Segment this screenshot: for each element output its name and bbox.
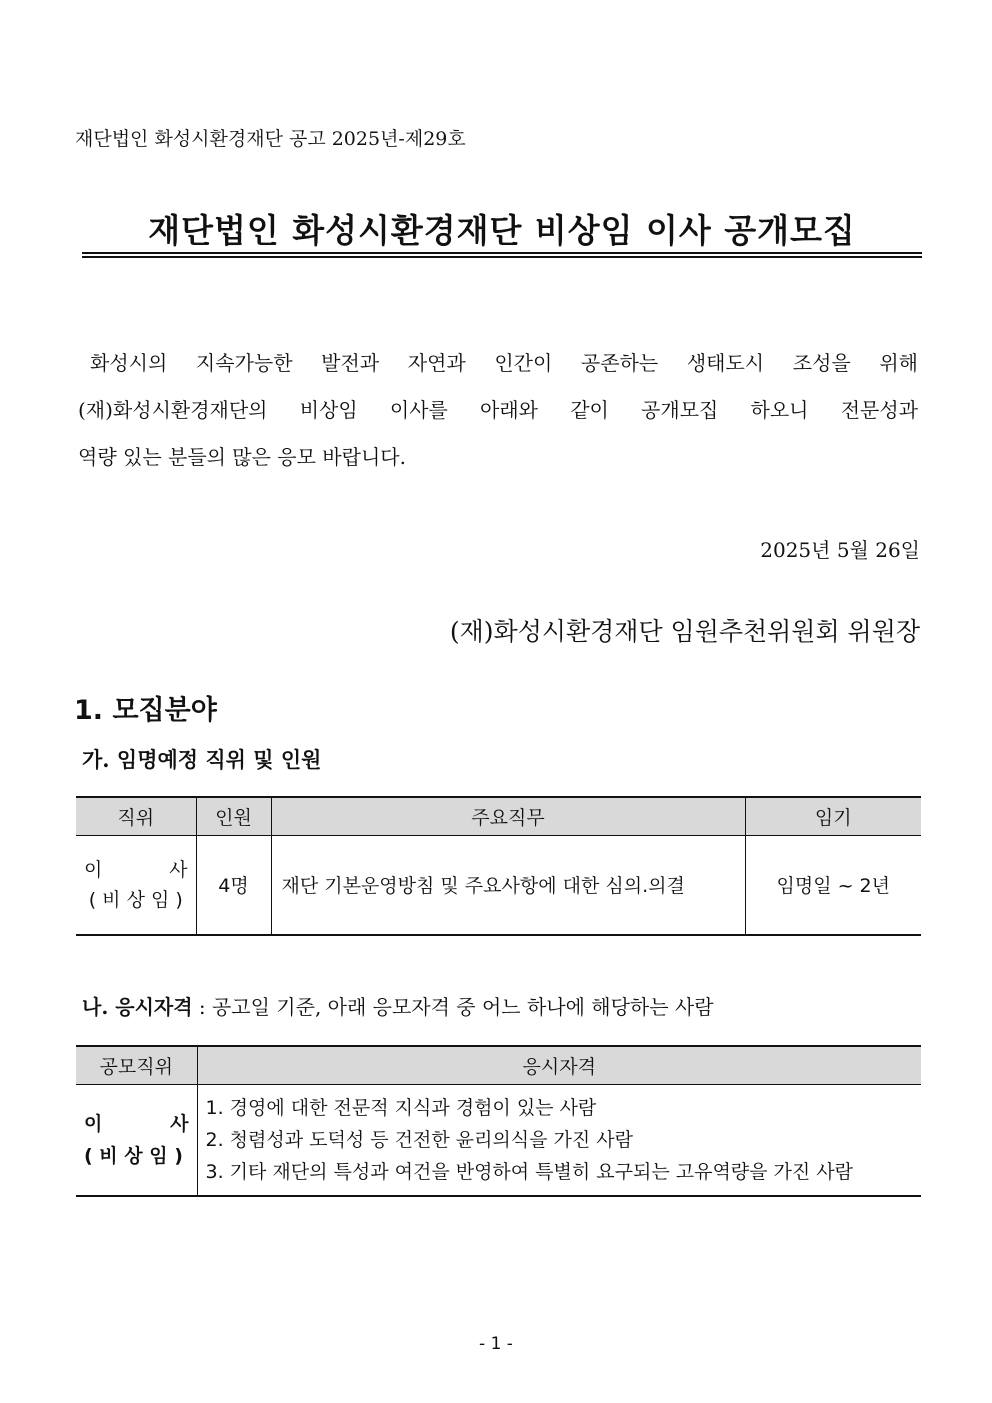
qualification-item: 3. 기타 재단의 특성과 여건을 반영하여 특별히 요구되는 고유역량을 가진 사람 xyxy=(205,1160,853,1183)
issuer: (재)화성시환경재단 임원추천위원회 위원장 xyxy=(449,617,920,646)
duty-cell: 재단 기본운영방침 및 주요사항에 대한 심의.의결 xyxy=(271,835,745,935)
position-cell xyxy=(76,1084,197,1196)
table-header-row xyxy=(76,797,921,835)
table-header: 응시자격 xyxy=(197,1046,921,1084)
qualifications-cell xyxy=(197,1084,921,1196)
subsection-label: 나. 응시자격 xyxy=(82,995,193,1019)
table-header: 직위 xyxy=(76,797,196,835)
table-row xyxy=(76,1084,921,1196)
title-underline xyxy=(82,252,922,254)
table-header: 임기 xyxy=(745,797,921,835)
count-cell: 4명 xyxy=(196,835,271,935)
intro-line: 화성시의 지속가능한 발전과 자연과 인간이 공존하는 생태도시 조성을 위해 xyxy=(90,351,918,375)
table-header-row xyxy=(76,1046,921,1084)
term-cell: 임명일 ~ 2년 xyxy=(745,835,921,935)
table-header: 공모직위 xyxy=(76,1046,197,1084)
subsection-title xyxy=(82,991,714,1020)
positions-table xyxy=(76,796,921,936)
position-text: 사 xyxy=(170,1112,189,1135)
subsection-title: 가. 임명예정 직위 및 인원 xyxy=(82,747,322,772)
position-text: ( 비 상 임 ) xyxy=(84,1144,183,1167)
qualifications-table xyxy=(76,1045,921,1197)
qualification-item: 2. 청렴성과 도덕성 등 건전한 윤리의식을 가진 사람 xyxy=(205,1128,633,1151)
table-header: 인원 xyxy=(196,797,271,835)
title-underline xyxy=(82,256,922,258)
page-number: - 1 - xyxy=(479,1334,513,1354)
intro-line: 역량 있는 분들의 많은 응모 바랍니다. xyxy=(78,445,406,469)
position-text: 이 xyxy=(84,858,103,881)
qualification-item: 1. 경영에 대한 전문적 지식과 경험이 있는 사람 xyxy=(205,1096,597,1119)
table-row xyxy=(76,835,921,935)
table-header: 주요직무 xyxy=(271,797,745,835)
section-title: 1. 모집분야 xyxy=(74,695,217,726)
position-text: 사 xyxy=(169,858,188,881)
subsection-text: : 공고일 기준, 아래 응모자격 중 어느 하나에 해당하는 사람 xyxy=(192,995,714,1019)
notice-number: 재단법인 화성시환경재단 공고 2025년-제29호 xyxy=(75,128,466,150)
position-cell xyxy=(76,835,196,935)
intro-line: (재)화성시환경재단의 비상임 이사를 아래와 같이 공개모집 하오니 전문성과 xyxy=(78,398,918,422)
intro-paragraph xyxy=(78,340,918,481)
position-text: 이 xyxy=(84,1112,103,1135)
notice-date: 2025년 5월 26일 xyxy=(760,538,920,562)
page-title: 재단법인 화성시환경재단 비상임 이사 공개모집 xyxy=(148,211,856,250)
position-text: ( 비 상 임 ) xyxy=(88,888,183,911)
